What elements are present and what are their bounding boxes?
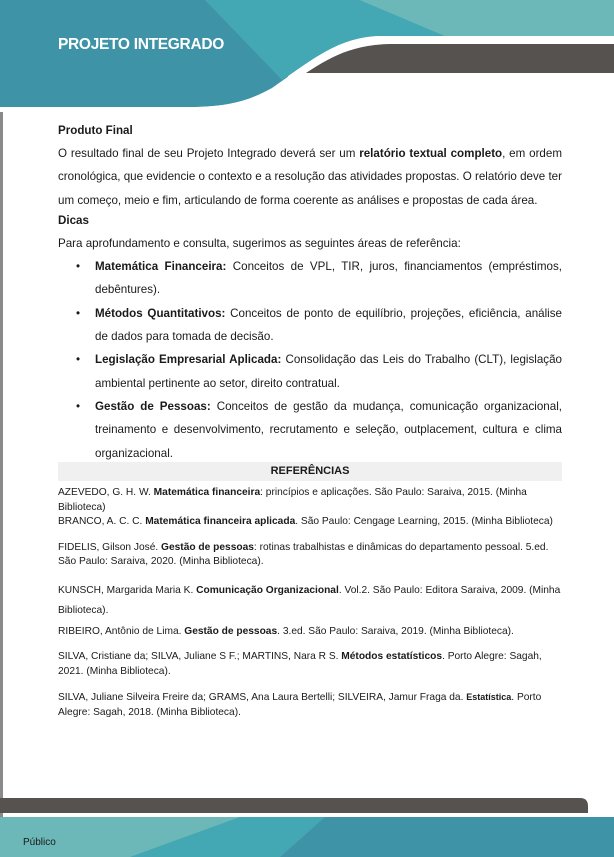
ref-title: Gestão de pessoas bbox=[184, 625, 278, 637]
ref-title: Gestão de pessoas bbox=[161, 541, 254, 553]
list-item bbox=[58, 395, 562, 465]
ref-title: Matemática financeira aplicada bbox=[145, 516, 296, 527]
tips-list bbox=[58, 255, 562, 465]
reference-item bbox=[58, 515, 564, 530]
ref-title: Métodos estatísticos bbox=[341, 651, 443, 662]
ref-details: . Porto Alegre: Sagah, 2021. (Minha Biblioteca). bbox=[58, 651, 542, 677]
ref-title: Estatística bbox=[466, 692, 512, 702]
reference-item bbox=[58, 625, 564, 640]
page-edge bbox=[0, 0, 3, 857]
ref-details: . Porto Alegre: Sagah, 2018. (Minha Biblioteca). bbox=[58, 692, 542, 718]
tip-title: Matemática Financeira: bbox=[95, 260, 227, 274]
ref-author: RIBEIRO, Antônio de Lima. bbox=[58, 625, 185, 637]
ref-author: AZEVEDO, G. H. W. bbox=[58, 487, 154, 498]
footer-banner bbox=[0, 780, 614, 857]
references-heading: REFERÊNCIAS bbox=[58, 462, 562, 481]
tips-intro: Para aprofundamento e consulta, sugerimos as seguintes áreas de referência: bbox=[58, 236, 461, 250]
classification-label: Público bbox=[23, 837, 56, 848]
ref-details: . São Paulo: Cengage Learning, 2015. (Minha Biblioteca) bbox=[295, 516, 553, 527]
section-heading-tips: Dicas bbox=[58, 213, 89, 227]
reference-item bbox=[58, 690, 564, 720]
product-paragraph bbox=[58, 142, 562, 212]
bullet-icon: • bbox=[76, 399, 81, 413]
list-item bbox=[58, 255, 562, 302]
list-item bbox=[58, 302, 562, 349]
ref-details: . Vol.2. São Paulo: Editora Saraiva, 2009. (Minha Biblioteca). bbox=[58, 584, 561, 616]
ref-details: . 3.ed. São Paulo: Saraiva, 2019. (Minha Biblioteca). bbox=[277, 625, 514, 637]
product-text-bold: relatório textual completo bbox=[359, 147, 503, 160]
header-banner bbox=[0, 0, 614, 112]
reference-item bbox=[58, 650, 564, 679]
main-content bbox=[58, 122, 562, 465]
bullet-icon: • bbox=[76, 353, 81, 367]
tip-text: Conceitos de gestão da mudança, comunicação organizacional, treinamento e desenvolvimento, recrutamento e seleção, outplacement, cultura e clima organizacional. bbox=[95, 399, 562, 460]
ref-details: : princípios e aplicações. São Paulo: Saraiva, 2015. (Minha Biblioteca) bbox=[58, 487, 527, 513]
bullet-icon: • bbox=[76, 306, 81, 320]
tip-text: Conceitos de VPL, TIR, juros, financiamentos (empréstimos, debêntures). bbox=[95, 260, 562, 297]
ref-author: FIDELIS, Gilson José. bbox=[58, 541, 162, 553]
page-title: PROJETO INTEGRADO bbox=[58, 36, 224, 53]
ref-author: SILVA, Juliane Silveira Freire da; GRAMS, Ana Laura Bertelli; SILVEIRA, Jamur Fraga da. bbox=[58, 692, 467, 703]
tip-title: Legislação Empresarial Aplicada: bbox=[95, 353, 282, 367]
footer-gray-bar bbox=[0, 798, 588, 813]
ref-title: Comunicação Organizacional bbox=[196, 584, 339, 596]
reference-item bbox=[58, 541, 564, 570]
tip-text: Consolidação das Leis do Trabalho (CLT), legislação ambiental pertinente ao setor, direito contratual. bbox=[95, 353, 562, 390]
tip-title: Gestão de Pessoas: bbox=[95, 399, 211, 413]
bullet-icon: • bbox=[76, 260, 81, 274]
references-list bbox=[58, 486, 564, 720]
ref-author: KUNSCH, Margarida Maria K. bbox=[58, 584, 197, 596]
ref-author: BRANCO, A. C. C. bbox=[58, 516, 146, 527]
reference-item bbox=[58, 486, 564, 515]
section-heading-product: Produto Final bbox=[58, 124, 133, 137]
product-text-rest: , em ordem cronológica, que evidencie o contexto e a resolução das atividades propostas. O relatório deve ter um começo, meio e fim, articulando de forma coerente as análises e propostas de cada área. bbox=[58, 147, 562, 207]
product-text: O resultado final de seu Projeto Integrado deverá ser um bbox=[58, 147, 360, 160]
tip-text: Conceitos de ponto de equilíbrio, projeções, eficiência, análise de dados para tomada de decisão. bbox=[95, 306, 563, 344]
reference-item bbox=[58, 581, 564, 621]
ref-details: : rotinas trabalhistas e dinâmicas do departamento pessoal. 5.ed. São Paulo: Saraiva, 2020. (Minha Biblioteca). bbox=[58, 541, 549, 567]
list-item bbox=[58, 348, 562, 395]
ref-title: Matemática financeira bbox=[153, 487, 261, 498]
ref-author: SILVA, Cristiane da; SILVA, Juliane S F.; MARTINS, Nara R S. bbox=[58, 651, 342, 662]
tip-title: Métodos Quantitativos: bbox=[95, 306, 226, 320]
